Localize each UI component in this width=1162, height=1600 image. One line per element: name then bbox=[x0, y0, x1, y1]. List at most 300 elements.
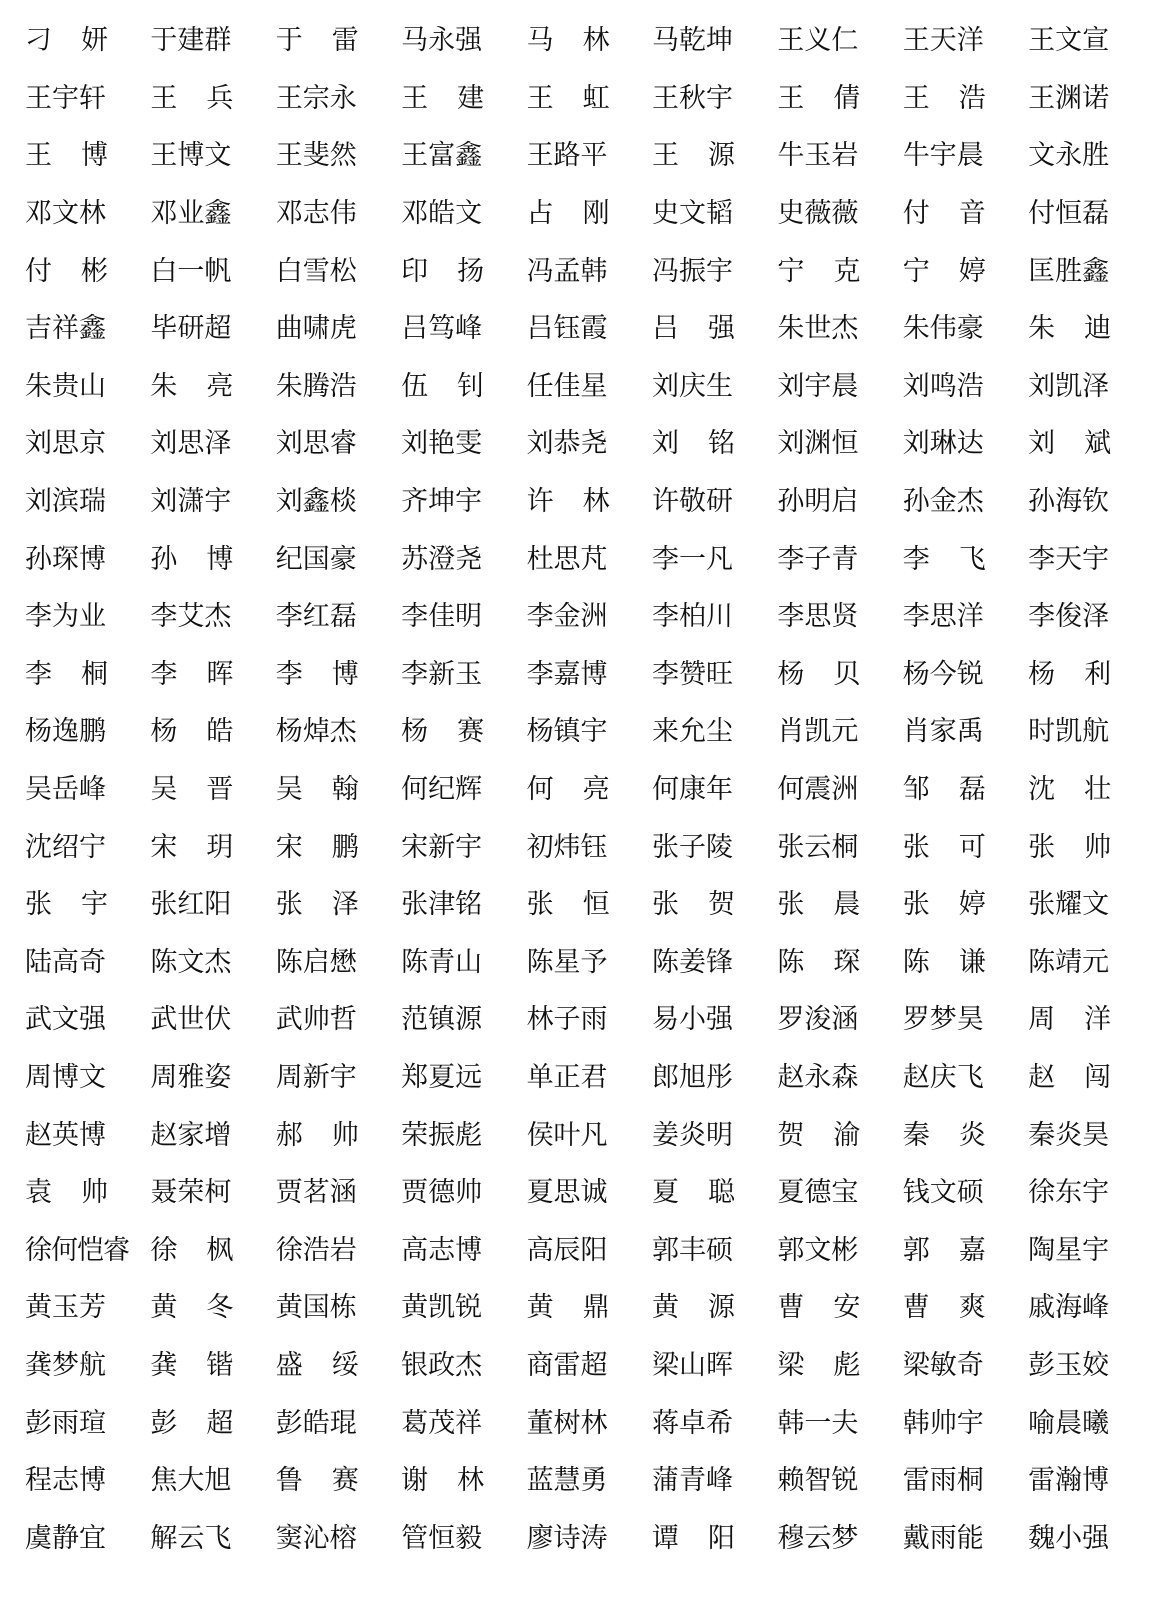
name-cell: 时凯航 bbox=[1028, 716, 1110, 748]
name-cell: 解云飞 bbox=[150, 1522, 232, 1554]
name-char: 王 bbox=[526, 82, 554, 114]
name-cell bbox=[651, 140, 735, 172]
name-char: 音 bbox=[958, 198, 986, 230]
name-char: 秦 bbox=[902, 1119, 930, 1151]
name-char: 郝 bbox=[275, 1119, 303, 1151]
name-char: 张 bbox=[651, 889, 679, 921]
name-grid bbox=[25, 12, 1162, 1567]
name-cell: 刘渊恒 bbox=[777, 428, 859, 460]
name-cell: 喻晨曦 bbox=[1028, 1407, 1110, 1439]
name-cell: 杨镇宇 bbox=[526, 716, 608, 748]
name-cell: 虞静宜 bbox=[25, 1522, 106, 1554]
name-cell: 冯振宇 bbox=[651, 255, 733, 287]
name-cell: 张云桐 bbox=[777, 831, 859, 863]
name-char: 黄 bbox=[651, 1292, 679, 1324]
name-cell: 张子陵 bbox=[651, 831, 733, 863]
name-cell: 刘琳达 bbox=[902, 428, 984, 460]
name-char: 利 bbox=[1084, 658, 1112, 690]
name-cell: 赖智锐 bbox=[777, 1465, 859, 1497]
name-char: 超 bbox=[206, 1407, 234, 1439]
name-cell bbox=[275, 1119, 359, 1151]
name-char: 张 bbox=[25, 889, 52, 921]
name-cell: 葛茂祥 bbox=[401, 1407, 483, 1439]
name-cell bbox=[25, 658, 108, 690]
name-cell bbox=[526, 486, 610, 518]
name-cell: 荣振彪 bbox=[401, 1119, 483, 1151]
name-cell: 廖诗涛 bbox=[526, 1522, 608, 1554]
name-char: 刚 bbox=[582, 198, 610, 230]
name-cell: 王富鑫 bbox=[401, 140, 483, 172]
name-char: 安 bbox=[833, 1292, 861, 1324]
name-cell: 李子青 bbox=[777, 543, 859, 575]
name-cell: 郭文彬 bbox=[777, 1234, 859, 1266]
name-cell: 李金洲 bbox=[526, 601, 608, 633]
name-cell: 高志博 bbox=[401, 1234, 483, 1266]
name-cell: 董树林 bbox=[526, 1407, 608, 1439]
name-char: 付 bbox=[902, 198, 930, 230]
name-cell bbox=[275, 658, 359, 690]
name-cell: 王斐然 bbox=[275, 140, 357, 172]
name-cell: 刘凯泽 bbox=[1028, 370, 1110, 402]
name-cell bbox=[1028, 831, 1112, 863]
name-char: 宁 bbox=[902, 255, 930, 287]
name-cell: 匡胜鑫 bbox=[1028, 255, 1110, 287]
name-cell: 初炜钰 bbox=[526, 831, 608, 863]
name-cell: 赵英博 bbox=[25, 1119, 106, 1151]
name-cell: 王路平 bbox=[526, 140, 608, 172]
name-cell bbox=[275, 25, 359, 57]
name-char: 陈 bbox=[902, 946, 930, 978]
name-cell bbox=[401, 1465, 485, 1497]
name-char: 吴 bbox=[150, 774, 178, 806]
name-cell: 彭皓琨 bbox=[275, 1407, 357, 1439]
name-char: 建 bbox=[457, 82, 485, 114]
name-char: 迪 bbox=[1084, 313, 1112, 345]
name-cell: 陈启懋 bbox=[275, 946, 357, 978]
name-cell: 李艾杰 bbox=[150, 601, 232, 633]
name-cell: 刘恭尧 bbox=[526, 428, 608, 460]
name-cell bbox=[902, 1292, 986, 1324]
name-char: 鲁 bbox=[275, 1465, 303, 1497]
name-char: 帅 bbox=[1084, 831, 1112, 863]
name-char: 宋 bbox=[275, 831, 303, 863]
name-char: 壮 bbox=[1084, 774, 1112, 806]
name-cell: 刘思泽 bbox=[150, 428, 232, 460]
name-char: 贺 bbox=[777, 1119, 805, 1151]
name-char: 赵 bbox=[1028, 1061, 1056, 1093]
name-char: 谦 bbox=[958, 946, 986, 978]
name-cell: 吕笃峰 bbox=[401, 313, 483, 345]
name-char: 赛 bbox=[331, 1465, 359, 1497]
name-cell: 付恒磊 bbox=[1028, 198, 1110, 230]
name-cell: 陶星宇 bbox=[1028, 1234, 1110, 1266]
name-cell: 刘鑫棪 bbox=[275, 486, 357, 518]
name-cell bbox=[777, 946, 861, 978]
name-cell bbox=[150, 774, 234, 806]
name-cell: 李思贤 bbox=[777, 601, 859, 633]
name-cell bbox=[25, 25, 108, 57]
name-cell: 张耀文 bbox=[1028, 889, 1110, 921]
name-cell bbox=[1028, 1061, 1112, 1093]
name-char: 扬 bbox=[457, 255, 485, 287]
name-char: 张 bbox=[777, 889, 805, 921]
name-cell: 林子雨 bbox=[526, 1004, 608, 1036]
name-char: 博 bbox=[206, 543, 234, 575]
name-char: 博 bbox=[81, 140, 108, 172]
name-cell: 刘鸣浩 bbox=[902, 370, 984, 402]
name-cell bbox=[777, 82, 861, 114]
name-cell: 贾德帅 bbox=[401, 1177, 483, 1209]
name-char: 夏 bbox=[651, 1177, 679, 1209]
name-char: 徐 bbox=[150, 1234, 178, 1266]
name-char: 婷 bbox=[958, 255, 986, 287]
name-cell: 陈文杰 bbox=[150, 946, 232, 978]
name-char: 钊 bbox=[457, 370, 485, 402]
name-char: 杨 bbox=[1028, 658, 1056, 690]
name-cell: 程志博 bbox=[25, 1465, 106, 1497]
name-cell: 杨逸鹏 bbox=[25, 716, 106, 748]
name-char: 吕 bbox=[651, 313, 679, 345]
name-cell: 李一凡 bbox=[651, 543, 733, 575]
name-cell: 邓皓文 bbox=[401, 198, 483, 230]
name-cell: 侯叶凡 bbox=[526, 1119, 608, 1151]
name-char: 源 bbox=[707, 1292, 735, 1324]
name-cell: 易小强 bbox=[651, 1004, 733, 1036]
name-char: 曹 bbox=[777, 1292, 805, 1324]
name-cell bbox=[1028, 658, 1112, 690]
name-cell bbox=[902, 831, 986, 863]
name-cell: 穆云梦 bbox=[777, 1522, 859, 1554]
name-cell: 蒲青峰 bbox=[651, 1465, 733, 1497]
name-cell: 邓志伟 bbox=[275, 198, 357, 230]
name-cell: 吕钰霞 bbox=[526, 313, 608, 345]
name-cell: 齐坤宇 bbox=[401, 486, 483, 518]
name-cell: 任佳星 bbox=[526, 370, 608, 402]
name-cell: 雷瀚博 bbox=[1028, 1465, 1110, 1497]
name-cell: 龚梦航 bbox=[25, 1349, 106, 1381]
name-cell: 韩一夫 bbox=[777, 1407, 859, 1439]
name-cell: 夏德宝 bbox=[777, 1177, 859, 1209]
name-cell: 郭丰硕 bbox=[651, 1234, 733, 1266]
name-cell: 郑夏远 bbox=[401, 1061, 483, 1093]
name-cell bbox=[1028, 313, 1112, 345]
name-char: 黄 bbox=[150, 1292, 178, 1324]
name-char: 渝 bbox=[833, 1119, 861, 1151]
name-cell: 陆高奇 bbox=[25, 946, 106, 978]
name-cell: 蒋卓希 bbox=[651, 1407, 733, 1439]
name-cell: 秦炎昊 bbox=[1028, 1119, 1110, 1151]
name-char: 马 bbox=[526, 25, 554, 57]
name-char: 曹 bbox=[902, 1292, 930, 1324]
name-cell bbox=[401, 82, 485, 114]
name-cell: 来允尘 bbox=[651, 716, 733, 748]
name-char: 晋 bbox=[206, 774, 234, 806]
name-char: 杨 bbox=[777, 658, 805, 690]
name-char: 磊 bbox=[958, 774, 986, 806]
name-cell: 宋新宇 bbox=[401, 831, 483, 863]
name-cell: 纪国豪 bbox=[275, 543, 357, 575]
name-cell bbox=[777, 1292, 861, 1324]
name-cell bbox=[1028, 428, 1112, 460]
name-char: 宋 bbox=[150, 831, 178, 863]
name-char: 陈 bbox=[777, 946, 805, 978]
name-cell: 赵永森 bbox=[777, 1061, 859, 1093]
name-char: 林 bbox=[582, 25, 610, 57]
name-char: 兵 bbox=[206, 82, 234, 114]
name-char: 彭 bbox=[150, 1407, 178, 1439]
name-cell bbox=[1028, 774, 1112, 806]
name-char: 王 bbox=[651, 140, 679, 172]
name-char: 琛 bbox=[833, 946, 861, 978]
name-char: 占 bbox=[526, 198, 554, 230]
name-cell: 王宇轩 bbox=[25, 82, 106, 114]
name-char: 贺 bbox=[707, 889, 735, 921]
name-char: 斌 bbox=[1084, 428, 1112, 460]
name-cell bbox=[150, 1407, 234, 1439]
name-char: 王 bbox=[150, 82, 178, 114]
name-cell bbox=[902, 255, 986, 287]
name-cell: 韩帅宇 bbox=[902, 1407, 984, 1439]
name-cell bbox=[1028, 1004, 1112, 1036]
name-char: 皓 bbox=[206, 716, 234, 748]
name-cell bbox=[25, 255, 108, 287]
name-cell bbox=[902, 1119, 986, 1151]
name-char: 梁 bbox=[777, 1349, 805, 1381]
name-cell bbox=[401, 370, 485, 402]
name-cell bbox=[777, 889, 861, 921]
name-cell: 刘思京 bbox=[25, 428, 106, 460]
name-char: 张 bbox=[526, 889, 554, 921]
name-cell: 刘宇晨 bbox=[777, 370, 859, 402]
name-char: 博 bbox=[331, 658, 359, 690]
name-char: 亮 bbox=[582, 774, 610, 806]
name-cell bbox=[902, 543, 986, 575]
name-cell: 马永强 bbox=[401, 25, 483, 57]
name-char: 谢 bbox=[401, 1465, 429, 1497]
name-cell: 朱贵山 bbox=[25, 370, 106, 402]
name-cell: 史薇薇 bbox=[777, 198, 859, 230]
name-cell: 李天宇 bbox=[1028, 543, 1110, 575]
name-cell: 于建群 bbox=[150, 25, 232, 57]
name-char: 杨 bbox=[401, 716, 429, 748]
name-cell: 彭玉姣 bbox=[1028, 1349, 1110, 1381]
name-cell bbox=[150, 658, 234, 690]
name-cell: 武世伏 bbox=[150, 1004, 232, 1036]
name-cell: 李柏川 bbox=[651, 601, 733, 633]
name-cell bbox=[777, 255, 861, 287]
name-cell: 文永胜 bbox=[1028, 140, 1110, 172]
name-char: 翰 bbox=[331, 774, 359, 806]
name-char: 强 bbox=[707, 313, 735, 345]
name-cell: 高辰阳 bbox=[526, 1234, 608, 1266]
name-cell bbox=[150, 543, 234, 575]
name-cell: 何纪辉 bbox=[401, 774, 483, 806]
name-cell bbox=[526, 889, 610, 921]
name-cell bbox=[651, 1177, 735, 1209]
name-char: 玥 bbox=[206, 831, 234, 863]
name-cell bbox=[275, 1465, 359, 1497]
name-char: 亮 bbox=[206, 370, 234, 402]
name-cell: 曲啸虎 bbox=[275, 313, 357, 345]
name-cell bbox=[526, 198, 610, 230]
name-cell: 李俊泽 bbox=[1028, 601, 1110, 633]
name-char: 刁 bbox=[25, 25, 52, 57]
name-cell: 王秋宇 bbox=[651, 82, 733, 114]
name-char: 聪 bbox=[707, 1177, 735, 1209]
name-cell: 张红阳 bbox=[150, 889, 232, 921]
name-cell: 聂荣柯 bbox=[150, 1177, 232, 1209]
name-char: 冬 bbox=[206, 1292, 234, 1324]
name-char: 鹏 bbox=[331, 831, 359, 863]
name-char: 绥 bbox=[331, 1349, 359, 1381]
name-cell bbox=[902, 1234, 986, 1266]
name-char: 沈 bbox=[1028, 774, 1056, 806]
name-cell: 银政杰 bbox=[401, 1349, 483, 1381]
name-char: 李 bbox=[902, 543, 930, 575]
name-cell: 罗梦昊 bbox=[902, 1004, 984, 1036]
name-cell: 李嘉博 bbox=[526, 658, 608, 690]
name-cell: 刘思睿 bbox=[275, 428, 357, 460]
name-char: 嘉 bbox=[958, 1234, 986, 1266]
name-cell: 王博文 bbox=[150, 140, 232, 172]
name-char: 张 bbox=[275, 889, 303, 921]
name-cell: 王宗永 bbox=[275, 82, 357, 114]
name-cell bbox=[651, 1522, 735, 1554]
name-char: 王 bbox=[25, 140, 52, 172]
name-cell: 冯孟韩 bbox=[526, 255, 608, 287]
name-char: 彪 bbox=[833, 1349, 861, 1381]
name-char: 婷 bbox=[958, 889, 986, 921]
name-char: 何 bbox=[526, 774, 554, 806]
name-cell: 刘滨瑞 bbox=[25, 486, 106, 518]
name-char: 李 bbox=[275, 658, 303, 690]
name-char: 李 bbox=[150, 658, 178, 690]
name-cell: 焦大旭 bbox=[150, 1465, 232, 1497]
name-cell bbox=[150, 1349, 234, 1381]
name-cell bbox=[902, 774, 986, 806]
name-cell bbox=[902, 889, 986, 921]
name-cell: 白一帆 bbox=[150, 255, 232, 287]
name-cell: 牛玉岩 bbox=[777, 140, 859, 172]
name-cell bbox=[150, 716, 234, 748]
name-cell: 梁敏奇 bbox=[902, 1349, 984, 1381]
name-cell: 史文韬 bbox=[651, 198, 733, 230]
name-cell: 吉祥鑫 bbox=[25, 313, 106, 345]
name-cell: 单正君 bbox=[526, 1061, 608, 1093]
name-cell: 孙海钦 bbox=[1028, 486, 1110, 518]
name-cell bbox=[651, 889, 735, 921]
name-cell: 周博文 bbox=[25, 1061, 106, 1093]
name-cell bbox=[902, 198, 986, 230]
name-char: 鼎 bbox=[582, 1292, 610, 1324]
name-char: 朱 bbox=[1028, 313, 1056, 345]
name-cell: 周新宇 bbox=[275, 1061, 357, 1093]
name-char: 泽 bbox=[331, 889, 359, 921]
name-cell bbox=[651, 428, 735, 460]
name-cell: 陈靖元 bbox=[1028, 946, 1110, 978]
name-char: 宁 bbox=[777, 255, 805, 287]
name-char: 王 bbox=[401, 82, 429, 114]
name-char: 郭 bbox=[902, 1234, 930, 1266]
name-cell: 杜思芃 bbox=[526, 543, 608, 575]
name-char: 洋 bbox=[1084, 1004, 1112, 1036]
name-char: 伍 bbox=[401, 370, 429, 402]
name-char: 龚 bbox=[150, 1349, 178, 1381]
name-char: 王 bbox=[777, 82, 805, 114]
name-cell: 范镇源 bbox=[401, 1004, 483, 1036]
name-char: 吴 bbox=[275, 774, 303, 806]
name-cell: 陈星予 bbox=[526, 946, 608, 978]
name-cell: 徐浩岩 bbox=[275, 1234, 357, 1266]
name-char: 袁 bbox=[25, 1177, 52, 1209]
name-cell bbox=[275, 1349, 359, 1381]
name-cell: 夏思诚 bbox=[526, 1177, 608, 1209]
name-cell: 孙明启 bbox=[777, 486, 859, 518]
name-cell: 刘庆生 bbox=[651, 370, 733, 402]
name-cell: 王文宣 bbox=[1028, 25, 1110, 57]
name-char: 周 bbox=[1028, 1004, 1056, 1036]
name-char: 雷 bbox=[331, 25, 359, 57]
name-char: 赛 bbox=[457, 716, 485, 748]
name-cell bbox=[25, 140, 108, 172]
name-cell: 沈绍宁 bbox=[25, 831, 106, 863]
name-cell bbox=[401, 716, 485, 748]
name-cell: 朱腾浩 bbox=[275, 370, 357, 402]
name-cell: 苏澄尧 bbox=[401, 543, 483, 575]
name-cell: 贾茗涵 bbox=[275, 1177, 357, 1209]
name-char: 虹 bbox=[582, 82, 610, 114]
name-char: 朱 bbox=[150, 370, 178, 402]
name-cell: 黄国栋 bbox=[275, 1292, 357, 1324]
name-cell bbox=[25, 1177, 108, 1209]
name-cell: 郎旭彤 bbox=[651, 1061, 733, 1093]
name-cell: 孙金杰 bbox=[902, 486, 984, 518]
name-cell: 许敬研 bbox=[651, 486, 733, 518]
name-cell: 雷雨桐 bbox=[902, 1465, 984, 1497]
name-cell bbox=[526, 25, 610, 57]
name-char: 刘 bbox=[651, 428, 679, 460]
name-cell: 赵家增 bbox=[150, 1119, 232, 1151]
name-cell bbox=[777, 1119, 861, 1151]
name-cell: 陈姜锋 bbox=[651, 946, 733, 978]
name-char: 倩 bbox=[833, 82, 861, 114]
name-char: 李 bbox=[25, 658, 52, 690]
name-char: 付 bbox=[25, 255, 52, 287]
name-char: 炎 bbox=[958, 1119, 986, 1151]
name-cell bbox=[526, 82, 610, 114]
name-cell: 杨今锐 bbox=[902, 658, 984, 690]
name-cell: 武文强 bbox=[25, 1004, 106, 1036]
name-cell bbox=[902, 82, 986, 114]
name-cell bbox=[150, 831, 234, 863]
name-cell: 戚海峰 bbox=[1028, 1292, 1110, 1324]
name-char: 枫 bbox=[206, 1234, 234, 1266]
name-char: 林 bbox=[457, 1465, 485, 1497]
name-char: 飞 bbox=[958, 543, 986, 575]
name-cell bbox=[902, 946, 986, 978]
name-cell: 白雪松 bbox=[275, 255, 357, 287]
name-cell: 黄凯锐 bbox=[401, 1292, 483, 1324]
name-cell: 李佳明 bbox=[401, 601, 483, 633]
name-char: 杨 bbox=[150, 716, 178, 748]
name-cell bbox=[651, 1292, 735, 1324]
name-char: 克 bbox=[833, 255, 861, 287]
name-cell: 牛宇晨 bbox=[902, 140, 984, 172]
name-char: 许 bbox=[526, 486, 554, 518]
name-char: 帅 bbox=[331, 1119, 359, 1151]
name-cell: 徐何恺睿 bbox=[25, 1234, 129, 1266]
name-cell bbox=[275, 831, 359, 863]
